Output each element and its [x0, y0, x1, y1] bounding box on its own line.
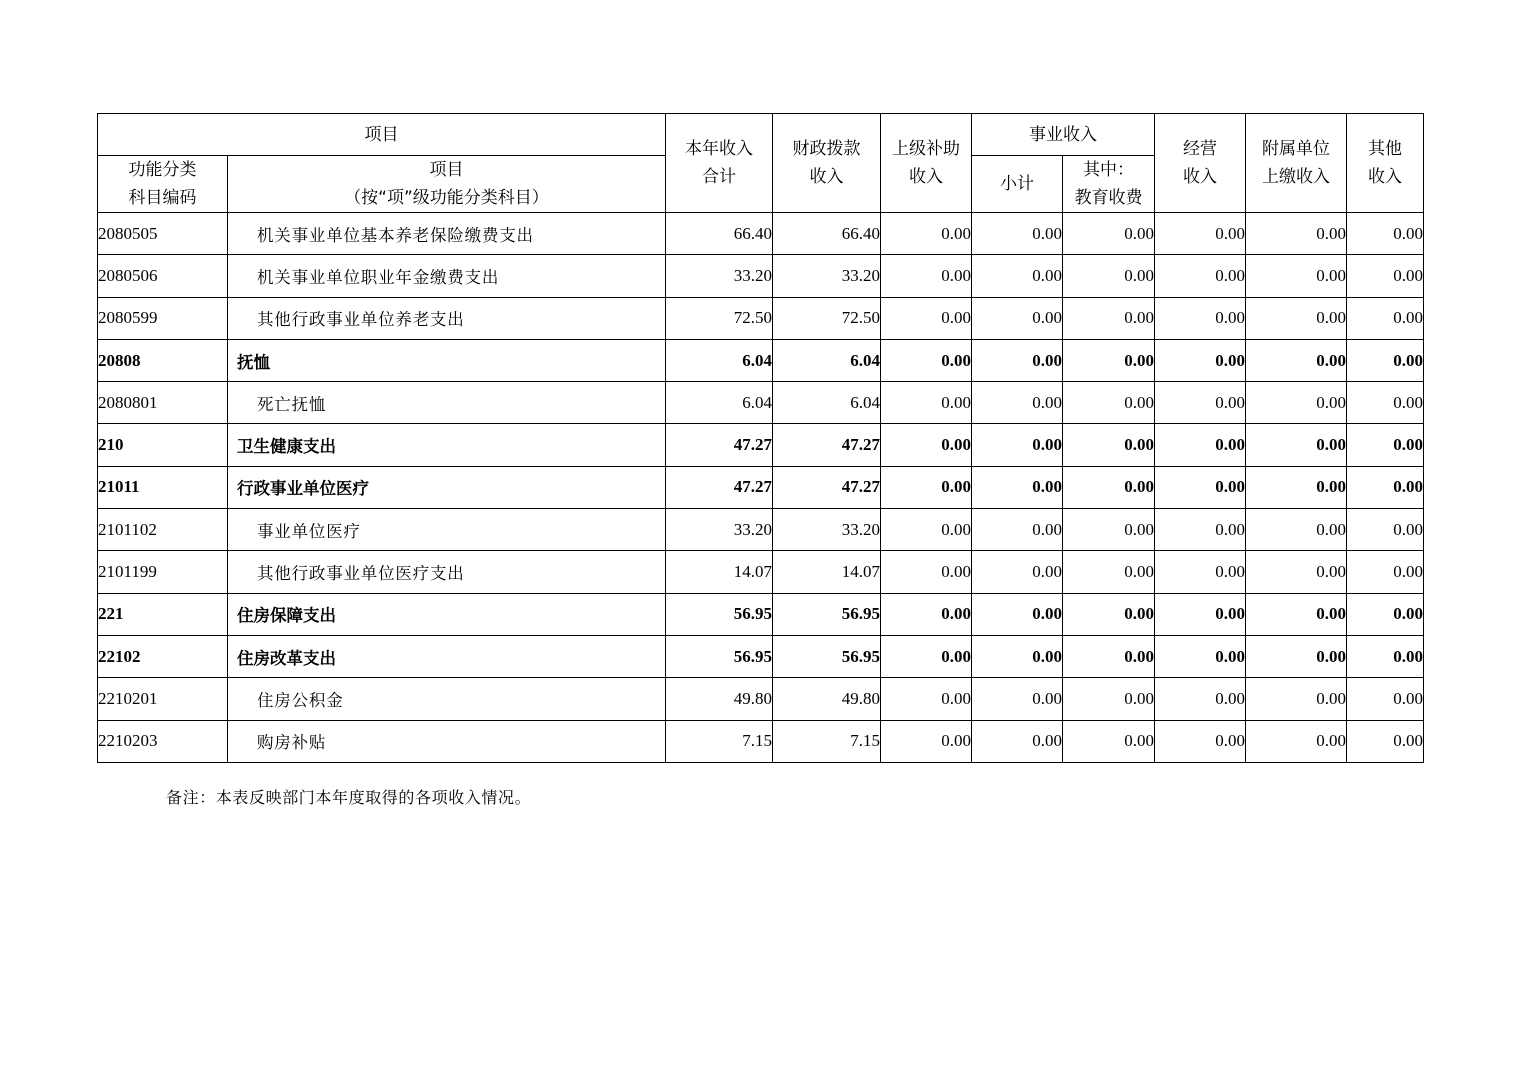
- cell-subtotal: 0.00: [972, 466, 1063, 508]
- cell-superior: 0.00: [881, 213, 972, 255]
- table-row: [98, 424, 1424, 466]
- cell-code: 2080506: [98, 255, 228, 297]
- cell-operating: 0.00: [1155, 297, 1246, 339]
- cell-total: 6.04: [666, 382, 773, 424]
- income-table: [97, 113, 1424, 763]
- cell-item-name: 卫生健康支出: [228, 424, 666, 466]
- cell-superior: 0.00: [881, 635, 972, 677]
- cell-total: 66.40: [666, 213, 773, 255]
- cell-subtotal: 0.00: [972, 255, 1063, 297]
- cell-item-name: 住房保障支出: [228, 593, 666, 635]
- cell-superior: 0.00: [881, 509, 972, 551]
- cell-subtotal: 0.00: [972, 720, 1063, 762]
- cell-item-name: 住房公积金: [228, 678, 666, 720]
- header-operating: 经营 收入: [1155, 114, 1246, 213]
- cell-total: 14.07: [666, 551, 773, 593]
- cell-total: 47.27: [666, 466, 773, 508]
- cell-subtotal: 0.00: [972, 424, 1063, 466]
- cell-edu-fee: 0.00: [1063, 213, 1155, 255]
- cell-edu-fee: 0.00: [1063, 720, 1155, 762]
- header-fiscal: 财政拨款 收入: [773, 114, 881, 213]
- header-other: 其他 收入: [1347, 114, 1424, 213]
- header-business-group: 事业收入: [972, 114, 1155, 156]
- cell-subtotal: 0.00: [972, 509, 1063, 551]
- table-row: [98, 382, 1424, 424]
- cell-code: 210: [98, 424, 228, 466]
- cell-superior: 0.00: [881, 297, 972, 339]
- cell-operating: 0.00: [1155, 720, 1246, 762]
- cell-item-name: 行政事业单位医疗: [228, 466, 666, 508]
- cell-code: 2210201: [98, 678, 228, 720]
- cell-code: 2080505: [98, 213, 228, 255]
- table-note: 备注：本表反映部门本年度取得的各项收入情况。: [166, 788, 532, 807]
- cell-other: 0.00: [1347, 551, 1424, 593]
- cell-other: 0.00: [1347, 678, 1424, 720]
- income-table-sheet: [97, 113, 1423, 763]
- cell-fiscal: 6.04: [773, 339, 881, 381]
- cell-subtotal: 0.00: [972, 593, 1063, 635]
- cell-subtotal: 0.00: [972, 635, 1063, 677]
- cell-subtotal: 0.00: [972, 213, 1063, 255]
- cell-item-name: 死亡抚恤: [228, 382, 666, 424]
- cell-total: 47.27: [666, 424, 773, 466]
- cell-superior: 0.00: [881, 593, 972, 635]
- table-body: [98, 213, 1424, 763]
- table-row: [98, 339, 1424, 381]
- cell-other: 0.00: [1347, 466, 1424, 508]
- cell-superior: 0.00: [881, 255, 972, 297]
- cell-edu-fee: 0.00: [1063, 509, 1155, 551]
- cell-edu-fee: 0.00: [1063, 551, 1155, 593]
- cell-fiscal: 47.27: [773, 424, 881, 466]
- cell-superior: 0.00: [881, 424, 972, 466]
- cell-operating: 0.00: [1155, 255, 1246, 297]
- cell-total: 56.95: [666, 635, 773, 677]
- cell-affiliated: 0.00: [1246, 213, 1347, 255]
- cell-affiliated: 0.00: [1246, 466, 1347, 508]
- cell-item-name: 其他行政事业单位养老支出: [228, 297, 666, 339]
- cell-affiliated: 0.00: [1246, 339, 1347, 381]
- cell-total: 56.95: [666, 593, 773, 635]
- cell-fiscal: 14.07: [773, 551, 881, 593]
- table-row: [98, 466, 1424, 508]
- cell-edu-fee: 0.00: [1063, 593, 1155, 635]
- cell-affiliated: 0.00: [1246, 635, 1347, 677]
- cell-item-name: 其他行政事业单位医疗支出: [228, 551, 666, 593]
- cell-edu-fee: 0.00: [1063, 466, 1155, 508]
- table-row: [98, 509, 1424, 551]
- cell-edu-fee: 0.00: [1063, 255, 1155, 297]
- cell-subtotal: 0.00: [972, 551, 1063, 593]
- cell-superior: 0.00: [881, 551, 972, 593]
- header-subtotal: 小计: [972, 156, 1063, 213]
- cell-other: 0.00: [1347, 297, 1424, 339]
- cell-fiscal: 56.95: [773, 635, 881, 677]
- cell-subtotal: 0.00: [972, 382, 1063, 424]
- cell-fiscal: 6.04: [773, 382, 881, 424]
- table-row: [98, 551, 1424, 593]
- cell-affiliated: 0.00: [1246, 678, 1347, 720]
- table-row: [98, 213, 1424, 255]
- cell-item-name: 机关事业单位基本养老保险缴费支出: [228, 213, 666, 255]
- cell-superior: 0.00: [881, 466, 972, 508]
- cell-edu-fee: 0.00: [1063, 382, 1155, 424]
- cell-fiscal: 47.27: [773, 466, 881, 508]
- header-project-group: 项目: [98, 114, 666, 156]
- cell-operating: 0.00: [1155, 382, 1246, 424]
- cell-fiscal: 7.15: [773, 720, 881, 762]
- cell-edu-fee: 0.00: [1063, 297, 1155, 339]
- table-row: [98, 635, 1424, 677]
- cell-operating: 0.00: [1155, 509, 1246, 551]
- cell-affiliated: 0.00: [1246, 509, 1347, 551]
- header-func-code: 功能分类 科目编码: [98, 156, 228, 213]
- cell-total: 49.80: [666, 678, 773, 720]
- cell-operating: 0.00: [1155, 466, 1246, 508]
- cell-total: 33.20: [666, 255, 773, 297]
- cell-operating: 0.00: [1155, 551, 1246, 593]
- header-item-name: 项目 （按“项”级功能分类科目）: [228, 156, 666, 213]
- table-row: [98, 678, 1424, 720]
- cell-superior: 0.00: [881, 339, 972, 381]
- cell-fiscal: 66.40: [773, 213, 881, 255]
- cell-fiscal: 49.80: [773, 678, 881, 720]
- cell-operating: 0.00: [1155, 339, 1246, 381]
- cell-superior: 0.00: [881, 678, 972, 720]
- cell-code: 221: [98, 593, 228, 635]
- cell-edu-fee: 0.00: [1063, 635, 1155, 677]
- cell-other: 0.00: [1347, 424, 1424, 466]
- cell-operating: 0.00: [1155, 213, 1246, 255]
- table-row: [98, 720, 1424, 762]
- cell-other: 0.00: [1347, 593, 1424, 635]
- cell-fiscal: 56.95: [773, 593, 881, 635]
- cell-code: 2080599: [98, 297, 228, 339]
- cell-affiliated: 0.00: [1246, 720, 1347, 762]
- cell-total: 72.50: [666, 297, 773, 339]
- table-row: [98, 297, 1424, 339]
- cell-subtotal: 0.00: [972, 678, 1063, 720]
- cell-superior: 0.00: [881, 382, 972, 424]
- cell-fiscal: 33.20: [773, 509, 881, 551]
- table-row: [98, 255, 1424, 297]
- cell-total: 6.04: [666, 339, 773, 381]
- cell-other: 0.00: [1347, 213, 1424, 255]
- cell-superior: 0.00: [881, 720, 972, 762]
- cell-code: 2080801: [98, 382, 228, 424]
- cell-affiliated: 0.00: [1246, 424, 1347, 466]
- header-total: 本年收入 合计: [666, 114, 773, 213]
- cell-affiliated: 0.00: [1246, 255, 1347, 297]
- cell-other: 0.00: [1347, 255, 1424, 297]
- cell-operating: 0.00: [1155, 678, 1246, 720]
- cell-affiliated: 0.00: [1246, 593, 1347, 635]
- cell-code: 2101199: [98, 551, 228, 593]
- cell-operating: 0.00: [1155, 593, 1246, 635]
- cell-code: 22102: [98, 635, 228, 677]
- cell-other: 0.00: [1347, 720, 1424, 762]
- cell-code: 20808: [98, 339, 228, 381]
- cell-operating: 0.00: [1155, 424, 1246, 466]
- cell-subtotal: 0.00: [972, 297, 1063, 339]
- cell-affiliated: 0.00: [1246, 382, 1347, 424]
- cell-total: 33.20: [666, 509, 773, 551]
- cell-other: 0.00: [1347, 382, 1424, 424]
- cell-item-name: 购房补贴: [228, 720, 666, 762]
- cell-item-name: 事业单位医疗: [228, 509, 666, 551]
- header-affiliated: 附属单位 上缴收入: [1246, 114, 1347, 213]
- table-header: [98, 114, 1424, 213]
- header-superior: 上级补助 收入: [881, 114, 972, 213]
- cell-other: 0.00: [1347, 509, 1424, 551]
- cell-affiliated: 0.00: [1246, 551, 1347, 593]
- cell-subtotal: 0.00: [972, 339, 1063, 381]
- cell-fiscal: 33.20: [773, 255, 881, 297]
- cell-item-name: 抚恤: [228, 339, 666, 381]
- cell-total: 7.15: [666, 720, 773, 762]
- cell-code: 21011: [98, 466, 228, 508]
- cell-fiscal: 72.50: [773, 297, 881, 339]
- cell-edu-fee: 0.00: [1063, 339, 1155, 381]
- cell-code: 2101102: [98, 509, 228, 551]
- cell-item-name: 机关事业单位职业年金缴费支出: [228, 255, 666, 297]
- cell-other: 0.00: [1347, 635, 1424, 677]
- cell-item-name: 住房改革支出: [228, 635, 666, 677]
- cell-code: 2210203: [98, 720, 228, 762]
- cell-edu-fee: 0.00: [1063, 678, 1155, 720]
- cell-other: 0.00: [1347, 339, 1424, 381]
- cell-affiliated: 0.00: [1246, 297, 1347, 339]
- table-row: [98, 593, 1424, 635]
- cell-edu-fee: 0.00: [1063, 424, 1155, 466]
- header-edu-fee: 其中： 教育收费: [1063, 156, 1155, 213]
- cell-operating: 0.00: [1155, 635, 1246, 677]
